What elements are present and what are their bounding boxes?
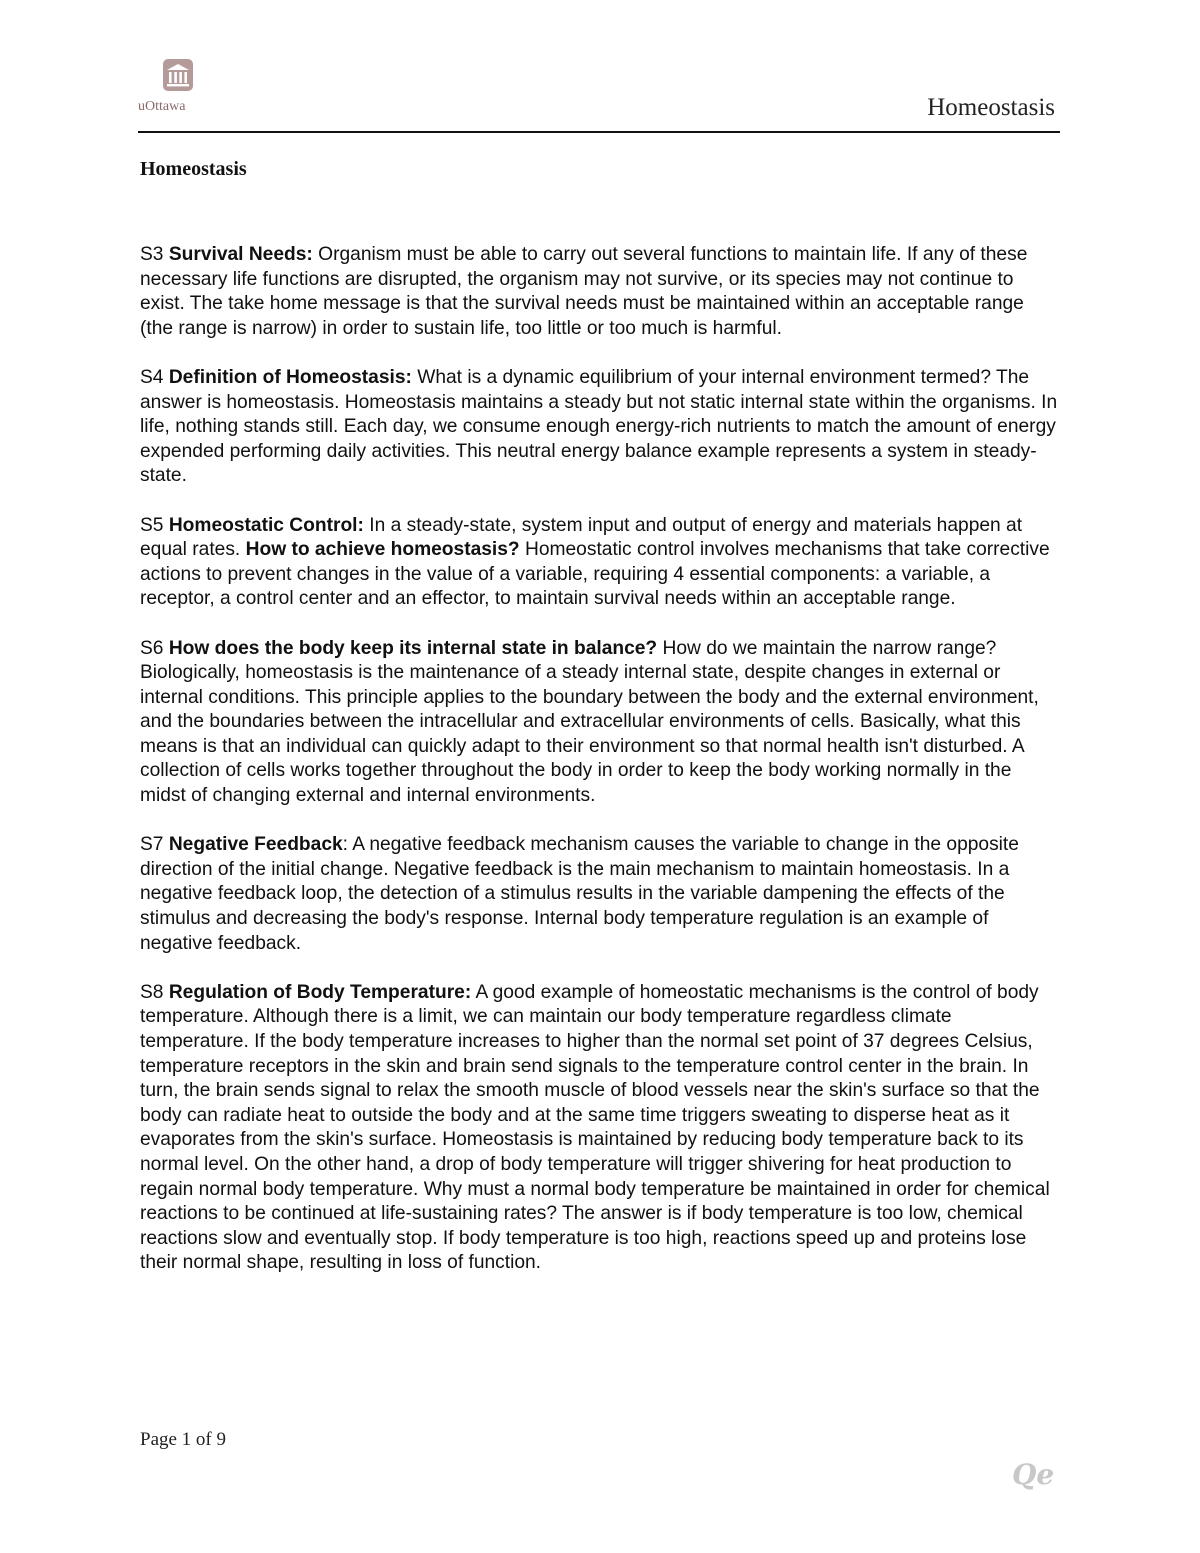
slide-label: S3	[140, 244, 164, 265]
section-heading: How does the body keep its internal state in balance?	[168, 637, 658, 659]
section-heading: Survival Needs:	[168, 244, 313, 265]
paragraph-text: In a steady-state, system input and output of energy and materials happen at equal rates.	[140, 514, 1023, 561]
header-divider	[138, 131, 1060, 133]
paragraph-s3	[140, 243, 1062, 341]
building-icon	[162, 58, 194, 92]
document-body	[140, 243, 1062, 1301]
section-subheading: How to achieve homeostasis?	[245, 539, 520, 561]
slide-label: S7	[140, 834, 164, 856]
paragraph-text: : A negative feedback mechanism causes the variable to change in the opposite direction of the initial change. Negative feedback is the main mechanism to maintain homeostasis. In a negative feedback loop, the detection of a stimulus results in the variable dampening the effects of the stimulus and decreasing the body's response. Internal body temperature regulation is an example of negative feedback.	[140, 834, 1019, 954]
section-heading: Definition of Homeostasis:	[168, 366, 412, 388]
document-title: Homeostasis	[140, 158, 247, 180]
header-title: Homeostasis	[927, 94, 1055, 121]
paragraph-text: Homeostatic control involves mechanisms that take corrective actions to prevent changes in the value of a variable, requiring 4 essential components: a variable, a receptor, a control center and an effector, to maintain survival needs within an acceptable range.	[140, 539, 1050, 610]
paragraph-text: A good example of homeostatic mechanisms is the control of body temperature. Although there is a limit, we can maintain our body temperature regardless climate temperature. If the body temperature increases to higher than the normal set point of 37 degrees Celsius, temperature receptors in the skin and brain send signals to the temperature control center in the brain. In turn, the brain sends signal to relax the smooth muscle of blood vessels near the skin's surface so that the body can radiate heat to outside the body and at the same time triggers sweating to disperse heat as it evaporates from the skin's surface. Homeostasis is maintained by reducing body temperature back to its normal level. On the other hand, a drop of body temperature will trigger shivering for heat production to regain normal body temperature. Why must a normal body temperature be maintained in order for chemical reactions to be continued at life-sustaining rates? The answer is if body temperature is too low, chemical reactions slow and eventually stop. If body temperature is too high, reactions speed up and proteins lose their normal shape, resulting in loss of function.	[140, 981, 1050, 1274]
paragraph-s7	[140, 833, 1062, 956]
section-heading: Negative Feedback	[168, 834, 343, 856]
paragraph-s4	[140, 366, 1062, 489]
paragraph-text: How do we maintain the narrow range? Biologically, homeostasis is the maintenance of a steady internal state, despite changes in external or internal conditions. This principle applies to the boundary between the body and the external environment, and the boundaries between the intracellular and extracellular environments of cells. Basically, what this means is that an individual can quickly adapt to their environment so that normal health isn't disturbed. A collection of cells works together throughout the body in order to keep the body working normally in the midst of changing external and internal environments.	[140, 637, 1039, 807]
page-number: Page 1 of 9	[140, 1429, 227, 1450]
paragraph-s6	[140, 637, 1062, 809]
slide-label: S5	[140, 514, 164, 536]
paragraph-text: Organism must be able to carry out several functions to maintain life. If any of these necessary life functions are disrupted, the organism may not survive, or its species may not continue to exist. The take home message is that the survival needs must be maintained within an acceptable range (the range is narrow) in order to sustain life, too little or too much is harmful.	[140, 244, 1028, 339]
university-logo	[138, 58, 218, 120]
watermark-logo: Qe	[1012, 1458, 1055, 1491]
paragraph-s5	[140, 514, 1062, 612]
section-heading: Homeostatic Control:	[168, 514, 364, 536]
logo-text: uOttawa	[138, 99, 186, 114]
slide-label: S6	[140, 637, 164, 659]
slide-label: S8	[140, 981, 164, 1003]
paragraph-s8	[140, 981, 1062, 1276]
paragraph-text: What is a dynamic equilibrium of your internal environment termed? The answer is homeostasis. Homeostasis maintains a steady but not static internal state within the organisms. In life, nothing stands still. Each day, we consume enough energy-rich nutrients to match the amount of energy expended performing daily activities. This neutral energy balance example represents a system in steady-state.	[140, 366, 1058, 487]
section-heading: Regulation of Body Temperature:	[168, 981, 472, 1003]
slide-label: S4	[140, 366, 164, 388]
